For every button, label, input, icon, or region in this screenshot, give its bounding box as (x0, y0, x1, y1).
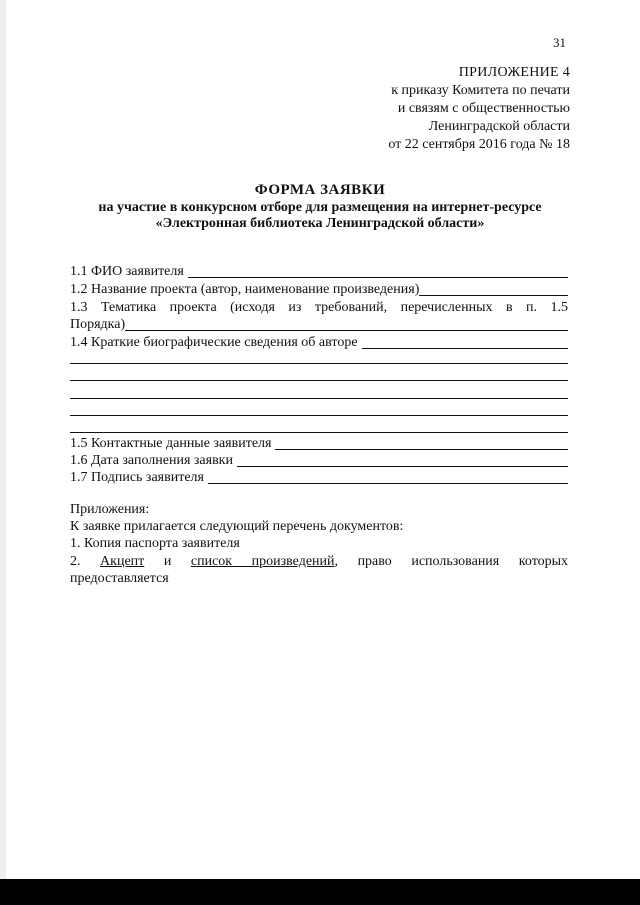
attachment-item-2-line-2: предоставляется (70, 571, 169, 586)
appendix-header (388, 64, 570, 154)
field-author-bio[interactable] (70, 334, 568, 351)
attachment-item-2-word-1: право (357, 554, 392, 569)
appendix-title: ПРИЛОЖЕНИЕ 4 (458, 65, 570, 80)
form-subtitle-1: на участие в конкурсном отборе для размещения на интернет-ресурсе (98, 200, 542, 215)
field-project-name-line[interactable] (419, 282, 568, 296)
author-bio-line-2[interactable] (70, 363, 568, 364)
field-applicant-name[interactable] (70, 263, 568, 280)
field-contact-data[interactable] (70, 435, 568, 452)
author-bio-line-4[interactable] (70, 398, 568, 399)
appendix-line-2: и связям с общественностью (397, 101, 570, 116)
form-title-block (60, 182, 580, 232)
scan-bottom-edge (0, 879, 640, 905)
field-author-bio-label: 1.4 Краткие биографические сведения об авторе (70, 335, 358, 350)
field-signature-line[interactable] (208, 470, 568, 484)
field-fill-date[interactable] (70, 452, 568, 469)
attachment-item-2-and: и (163, 554, 172, 569)
field-project-theme-line[interactable] (125, 317, 568, 331)
field-project-theme-label: 1.3 Тематика проекта (исходя из требований, перечисленных в п. 1.5 (70, 300, 568, 315)
field-author-bio-line[interactable] (362, 335, 568, 349)
author-bio-line-3[interactable] (70, 380, 568, 381)
field-applicant-name-label: 1.1 ФИО заявителя (70, 264, 184, 279)
appendix-line-4: от 22 сентября 2016 года № 18 (388, 137, 570, 152)
attachment-item-2 (70, 553, 568, 570)
author-bio-line-5[interactable] (70, 415, 568, 416)
field-project-name[interactable] (70, 281, 568, 298)
field-signature[interactable] (70, 469, 568, 486)
field-fill-date-line[interactable] (237, 453, 568, 467)
field-signature-label: 1.7 Подпись заявителя (70, 470, 204, 485)
works-list-link[interactable]: список произведений (190, 554, 335, 569)
field-project-theme-label-2: Порядка) (70, 317, 126, 332)
attachment-item-2-number: 2. (70, 554, 81, 569)
attachment-item-2-word-2: использования (411, 554, 500, 569)
works-list-group (191, 554, 338, 569)
field-contact-data-line[interactable] (275, 436, 568, 450)
attachment-item-2-comma: , (334, 554, 339, 569)
attachments-intro: К заявке прилагается следующий перечень документов: (70, 519, 404, 534)
acceptance-link[interactable]: Акцепт (100, 554, 145, 569)
attachment-item-2-word-3: которых (518, 554, 569, 569)
form-subtitle-2: «Электронная библиотека Ленинградской области» (155, 216, 485, 231)
attachments-heading: Приложения: (70, 502, 150, 517)
appendix-line-1: к приказу Комитета по печати (391, 83, 570, 98)
attachment-item-1: 1. Копия паспорта заявителя (70, 536, 240, 551)
appendix-line-3: Ленинградской области (428, 119, 570, 134)
field-project-theme[interactable] (70, 316, 568, 333)
field-applicant-name-line[interactable] (188, 264, 568, 278)
field-project-name-label: 1.2 Название проекта (автор, наименование произведения) (70, 282, 420, 297)
form-title: ФОРМА ЗАЯВКИ (254, 182, 386, 198)
field-contact-data-label: 1.5 Контактные данные заявителя (70, 436, 272, 451)
field-fill-date-label: 1.6 Дата заполнения заявки (70, 453, 233, 468)
scan-left-edge (0, 0, 6, 879)
author-bio-line-6[interactable] (70, 432, 568, 433)
page-number: 31 (553, 35, 566, 50)
